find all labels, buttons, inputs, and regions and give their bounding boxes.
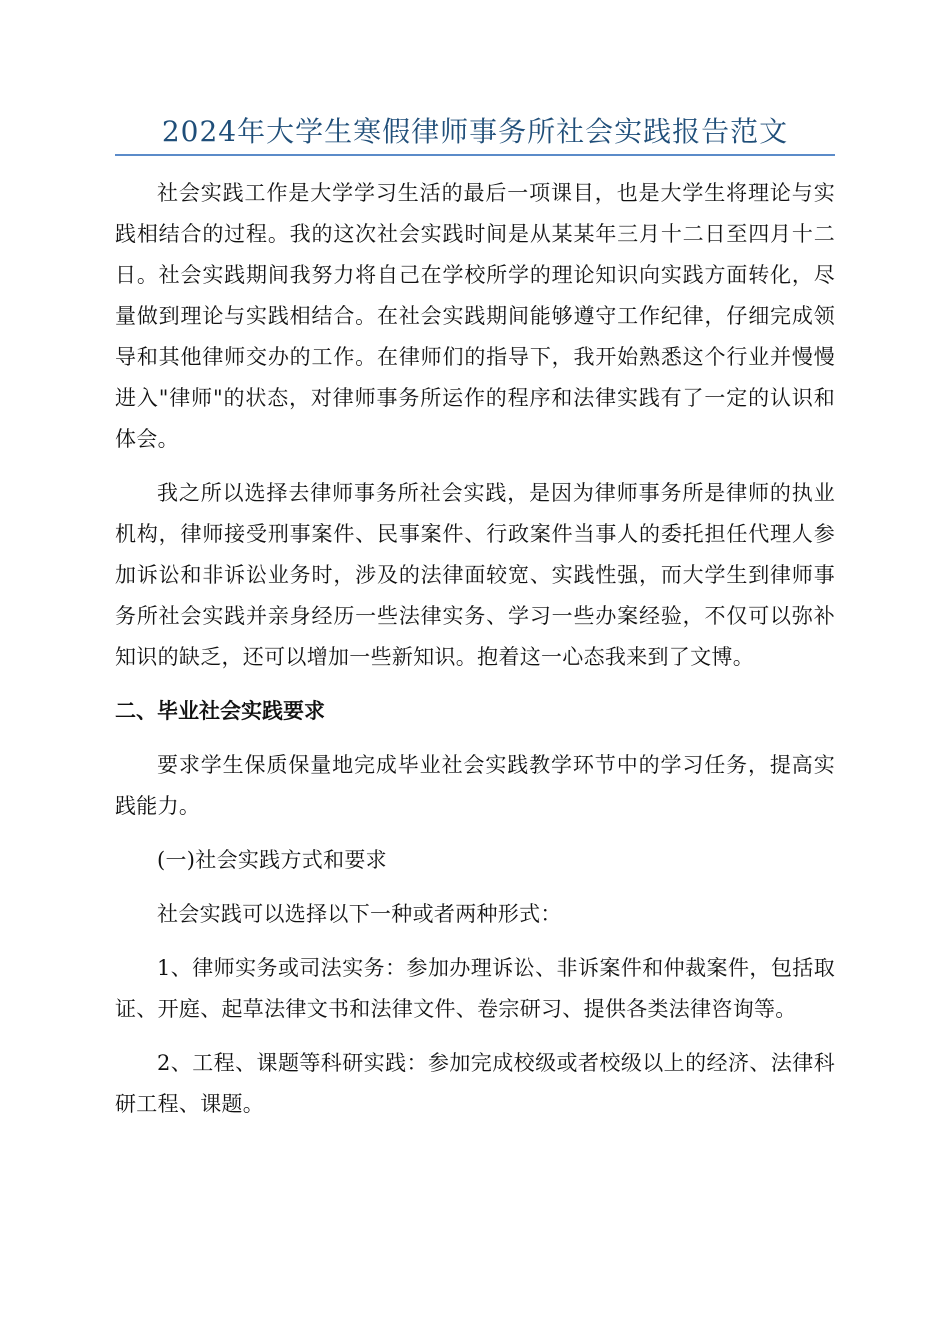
body-paragraph: 社会实践工作是大学学习生活的最后一项课目，也是大学生将理论与实践相结合的过程。我的这次社会实践时间是从某某年三月十二日至四月十二日。社会实践期间我努力将自己在学校所学的理论知识向实践方面转化，尽量做到理论与实践相结合。在社会实践期间能够遵守工作纪律，仔细完成领导和其他律师交办的工作。在律师们的指导下，我开始熟悉这个行业并慢慢进入"律师"的状态，对律师事务所运作的程序和法律实践有了一定的认识和体会。 xyxy=(115,181,835,451)
list-item: 2、工程、课题等科研实践：参加完成校级或者校级以上的经济、法律科研工程、课题。 xyxy=(115,1051,835,1116)
paragraph-gap xyxy=(115,460,835,473)
title-underline xyxy=(115,154,835,156)
body-paragraph: 社会实践可以选择以下一种或者两种形式： xyxy=(157,902,562,926)
paragraph-gap xyxy=(115,881,835,894)
paragraph-gap xyxy=(115,827,835,840)
paragraph-gap xyxy=(115,678,835,691)
paragraph-gap xyxy=(115,732,835,745)
body-paragraph: 我之所以选择去律师事务所社会实践，是因为律师事务所是律师的执业机构，律师接受刑事案件、民事案件、行政案件当事人的委托担任代理人参加诉讼和非诉讼业务时，涉及的法律面较宽、实践性强，而大学生到律师事务所社会实践并亲身经历一些法律实务、学习一些办案经验，不仅可以弥补知识的缺乏，还可以增加一些新知识。抱着这一心态我来到了文博。 xyxy=(115,481,835,669)
document-body xyxy=(115,173,835,1125)
document-title: 2024年大学生寒假律师事务所社会实践报告范文 xyxy=(161,115,789,148)
body-paragraph: 要求学生保质保量地完成毕业社会实践教学环节中的学习任务，提高实践能力。 xyxy=(115,753,835,818)
list-item: 1、律师实务或司法实务：参加办理诉讼、非诉案件和仲裁案件，包括取证、开庭、起草法律文书和法律文件、卷宗研习、提供各类法律咨询等。 xyxy=(115,956,835,1021)
title-block xyxy=(115,112,835,156)
section-heading: 二、毕业社会实践要求 xyxy=(115,699,325,723)
paragraph-gap xyxy=(115,935,835,948)
paragraph-gap xyxy=(115,1030,835,1043)
subsection-heading: (一)社会实践方式和要求 xyxy=(157,848,387,872)
